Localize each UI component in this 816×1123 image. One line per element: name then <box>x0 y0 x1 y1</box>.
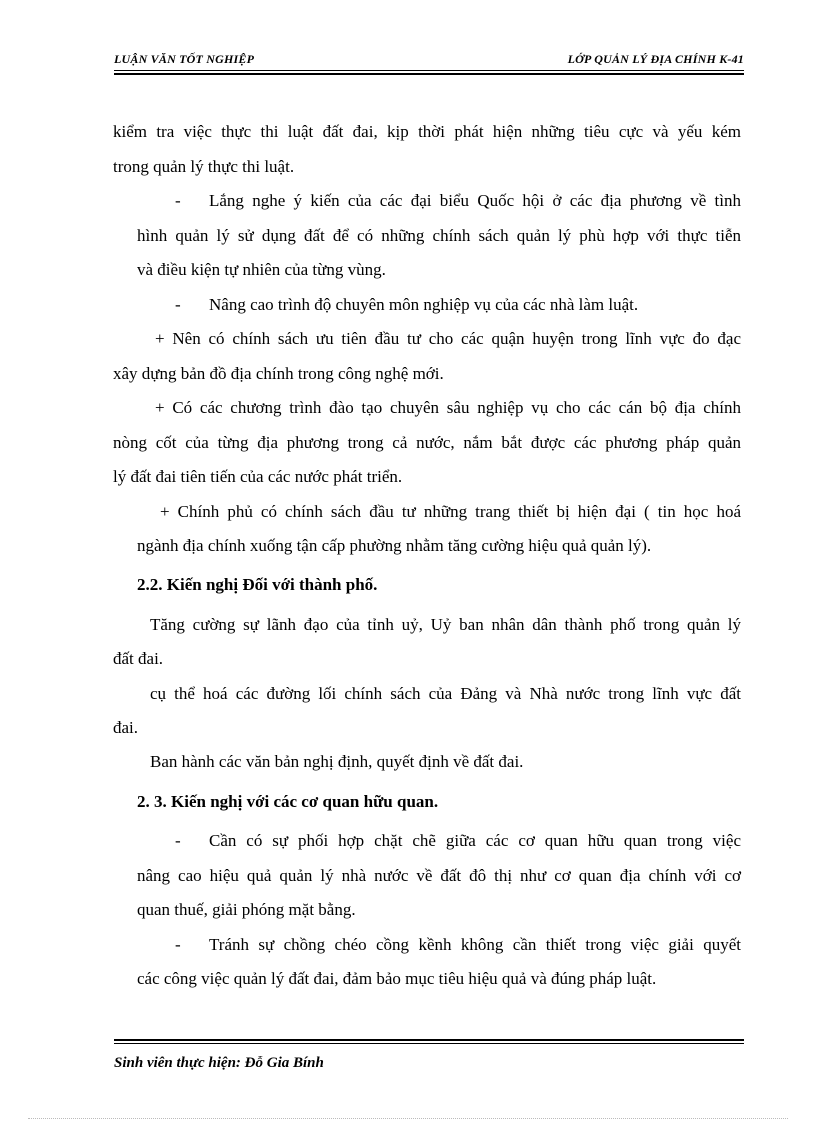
header-rule-thick <box>114 73 744 75</box>
body-line: Cần có sự phối hợp chặt chẽ giữa các cơ quan hữu quan trong việc <box>209 831 741 850</box>
header-rule-thin <box>114 70 744 71</box>
body-line: và điều kiện tự nhiên của từng vùng. <box>137 260 386 279</box>
page-bottom-border <box>28 1118 788 1119</box>
bullet-dash: - <box>175 295 181 314</box>
body-line: lý đất đai tiên tiến của các nước phát triển. <box>113 467 403 486</box>
body-line: cụ thể hoá các đường lối chính sách của Đảng và Nhà nước trong lĩnh vực đất <box>150 684 741 703</box>
body-line: kiểm tra việc thực thi luật đất đai, kịp thời phát hiện những tiêu cực và yếu kém <box>113 122 741 141</box>
body-line: Tránh sự chồng chéo cồng kềnh không cần thiết trong việc giải quyết <box>209 935 741 954</box>
body-line: Nâng cao trình độ chuyên môn nghiệp vụ của các nhà làm luật. <box>209 295 639 314</box>
bullet-dash: - <box>175 831 181 850</box>
body-line: quan thuế, giải phóng mặt bằng. <box>137 900 356 919</box>
header-right-title: LỚP QUẢN LÝ ĐỊA CHÍNH K-41 <box>567 52 744 66</box>
body-line: trong quản lý thực thi luật. <box>113 157 295 176</box>
body-line: Ban hành các văn bản nghị định, quyết định về đất đai. <box>150 752 524 771</box>
body-line: ngành địa chính xuống tận cấp phường nhằm tăng cường hiệu quả quản lý). <box>137 536 652 555</box>
body-line: hình quản lý sử dụng đất để có những chính sách quản lý phù hợp với thực tiễn <box>137 226 741 245</box>
body-line: + Nên có chính sách ưu tiên đầu tư cho các quận huyện trong lĩnh vực đo đạc <box>155 329 741 348</box>
body-line: Lắng nghe ý kiến của các đại biểu Quốc hội ở các địa phương về tình <box>209 191 741 210</box>
section-heading-2-3: 2. 3. Kiến nghị với các cơ quan hữu quan. <box>137 792 439 811</box>
body-line: xây dựng bản đồ địa chính trong công nghệ mới. <box>113 364 444 383</box>
footer-rule-thick <box>114 1039 744 1041</box>
body-line: + Có các chương trình đào tạo chuyên sâu nghiệp vụ cho các cán bộ địa chính <box>155 398 741 417</box>
footer-rule-thin <box>114 1043 744 1044</box>
body-line: đai. <box>113 718 139 737</box>
body-line: + Chính phủ có chính sách đầu tư những trang thiết bị hiện đại ( tin học hoá <box>160 502 741 521</box>
bullet-dash: - <box>175 935 181 954</box>
page-header <box>114 52 744 68</box>
section-heading-2-2: 2.2. Kiến nghị Đối với thành phố. <box>137 575 378 594</box>
footer-author: Sinh viên thực hiện: Đỗ Gia Bính <box>114 1055 324 1071</box>
bullet-dash: - <box>175 191 181 210</box>
body-line: Tăng cường sự lãnh đạo của tỉnh uỷ, Uỷ ban nhân dân thành phố trong quản lý <box>150 615 741 634</box>
body-line: đất đai. <box>113 649 164 668</box>
body-line: các công việc quản lý đất đai, đảm bảo mục tiêu hiệu quả và đúng pháp luật. <box>137 969 657 988</box>
body-line: nòng cốt của từng địa phương trong cả nước, nắm bắt được các phương pháp quản <box>113 433 741 452</box>
header-left-title: LUẬN VĂN TỐT NGHIỆP <box>114 52 255 66</box>
body-line: nâng cao hiệu quả quản lý nhà nước về đất đô thị như cơ quan địa chính với cơ <box>137 866 741 885</box>
